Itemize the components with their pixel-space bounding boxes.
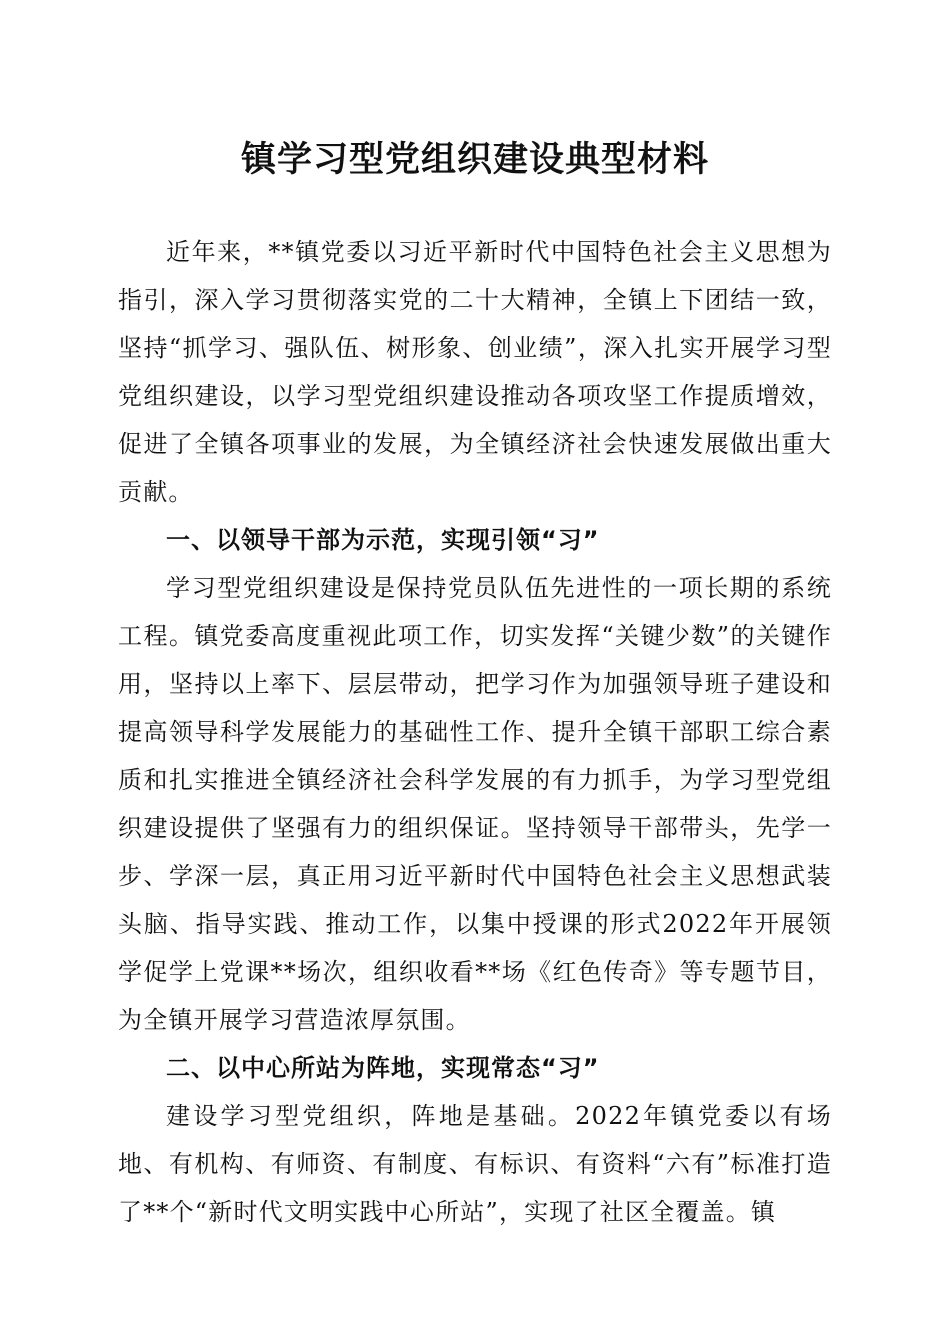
section-1-heading: 一、以领导干部为示范，实现引领“习”	[166, 526, 600, 554]
document-title: 镇学习型党组织建设典型材料	[240, 139, 709, 180]
section-2-heading: 二、以中心所站为阵地，实现常态“习”	[166, 1054, 600, 1082]
section-2-paragraph: 建设学习型党组织，阵地是基础。2022年镇党委以有场地、有机构、有师资、有制度、有标识、有资料“六有”标准打造了**个“新时代文明实践中心所站”，实现了社区全覆盖。镇	[118, 1102, 832, 1226]
intro-paragraph: 近年来，**镇党委以习近平新时代中国特色社会主义思想为指引，深入学习贯彻落实党的二十大精神，全镇上下团结一致，坚持“抓学习、强队伍、树形象、创业绩”，深入扎实开展学习型党组织建设，以学习型党组织建设推动各项攻坚工作提质增效，促进了全镇各项事业的发展，为全镇经济社会快速发展做出重大贡献。	[118, 238, 832, 506]
section-1-paragraph: 学习型党组织建设是保持党员队伍先进性的一项长期的系统工程。镇党委高度重视此项工作，切实发挥“关键少数”的关键作用，坚持以上率下、层层带动，把学习作为加强领导班子建设和提高领导科学发展能力的基础性工作、提升全镇干部职工综合素质和扎实推进全镇经济社会科学发展的有力抓手，为学习型党组织建设提供了坚强有力的组织保证。坚持领导干部带头，先学一步、学深一层，真正用习近平新时代中国特色社会主义思想武装头脑、指导实践、推动工作，以集中授课的形式2022年开展领学促学上党课**场次，组织收看**场《红色传奇》等专题节目，为全镇开展学习营造浓厚氛围。	[118, 574, 832, 1034]
document-body	[118, 228, 832, 1236]
